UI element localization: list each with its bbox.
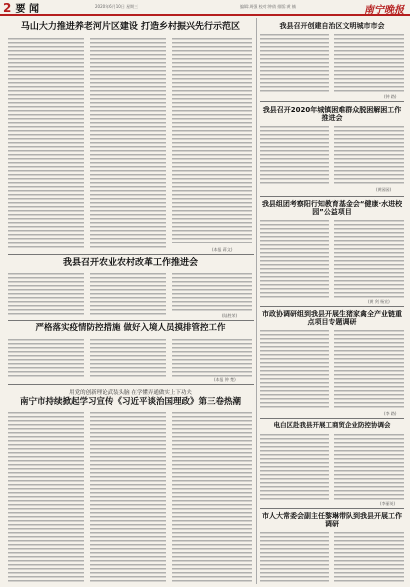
article-headline: 市人大常委会副主任黎琳带队到我县开展工作调研 [262,512,402,529]
article-body [334,126,404,186]
article-credit: (钟 路) [384,94,397,99]
article-body [172,339,252,377]
article-headline: 我县组团考察阳行知教育基金会“健康·水进校园”公益项目 [261,200,403,217]
article-body [260,330,329,410]
article-body [260,220,329,298]
article-credit: (李丽英) [380,501,396,506]
article-body [172,273,252,313]
article-headline: 马山大力推进养老河片区建设 打造乡村振兴先行示范区 [20,22,241,32]
article-credit: (黄 剑 杨宣) [368,299,390,304]
editors-line: 编辑:周强 校对:钟倩 排版:黄 楠 [240,4,296,9]
article-body [334,220,404,298]
article-body [90,339,166,379]
article-body [334,330,404,410]
article-kicker: 用党的创新理论武装头脑 在学懂弄通做实上下功夫 [69,390,192,396]
article-body [172,38,252,243]
article-body [90,38,166,248]
article-credit: (黄园园) [376,187,392,192]
column-divider [256,18,257,584]
article-body [90,412,166,582]
newspaper-logo: 南宁晚报 [364,5,404,16]
article-headline: 我县召开农业农村改革工作推进会 [62,258,198,268]
divider [260,306,404,307]
article-headline: 用党的创新理论武装头脑 在学懂弄通做实上下功夫 南宁市持续掀起学习宣传《习近平谈治国理政》第三卷热潮 [8,388,253,408]
article-body [8,412,84,582]
article-headline: 电白区赴我县开展工商贸企业防控协调会 [273,421,391,429]
article-body [8,38,84,248]
article-headline: 严格落实疫情防控措施 做好入境人员摸排管控工作 [35,323,226,333]
article-body [260,126,329,186]
article-body [8,339,84,379]
article-body [260,434,329,500]
divider [8,320,254,321]
article-body [172,412,252,582]
article-body [334,532,404,582]
article-headline: 我县召开2020年城镇困难群众脱困解困工作推进会 [262,106,402,123]
article-body [334,34,404,94]
article-body [334,434,404,500]
divider [8,384,254,385]
article-credit: (陆胜荣) [222,313,238,318]
divider [260,101,404,102]
divider [260,508,404,509]
article-body [260,532,329,582]
divider [260,196,404,197]
article-headline: 我县召开创建自治区文明城市市会 [279,22,385,30]
article-credit: (本报 钟 楚) [214,377,236,382]
page-number: 2 要 闻 [3,1,40,15]
divider [8,254,254,255]
article-body [90,273,166,315]
masthead [0,0,410,16]
article-body [8,273,84,315]
issue-date: 2020年6月10日 星期三 [95,4,139,9]
article-headline: 市政协调研组到我县开展生猪家禽全产业链重点项目专题调研 [262,310,402,327]
article-body [260,34,329,94]
divider [260,418,404,419]
article-credit: (李 路) [384,411,397,416]
article-credit: (本报 蒋文) [212,247,233,252]
